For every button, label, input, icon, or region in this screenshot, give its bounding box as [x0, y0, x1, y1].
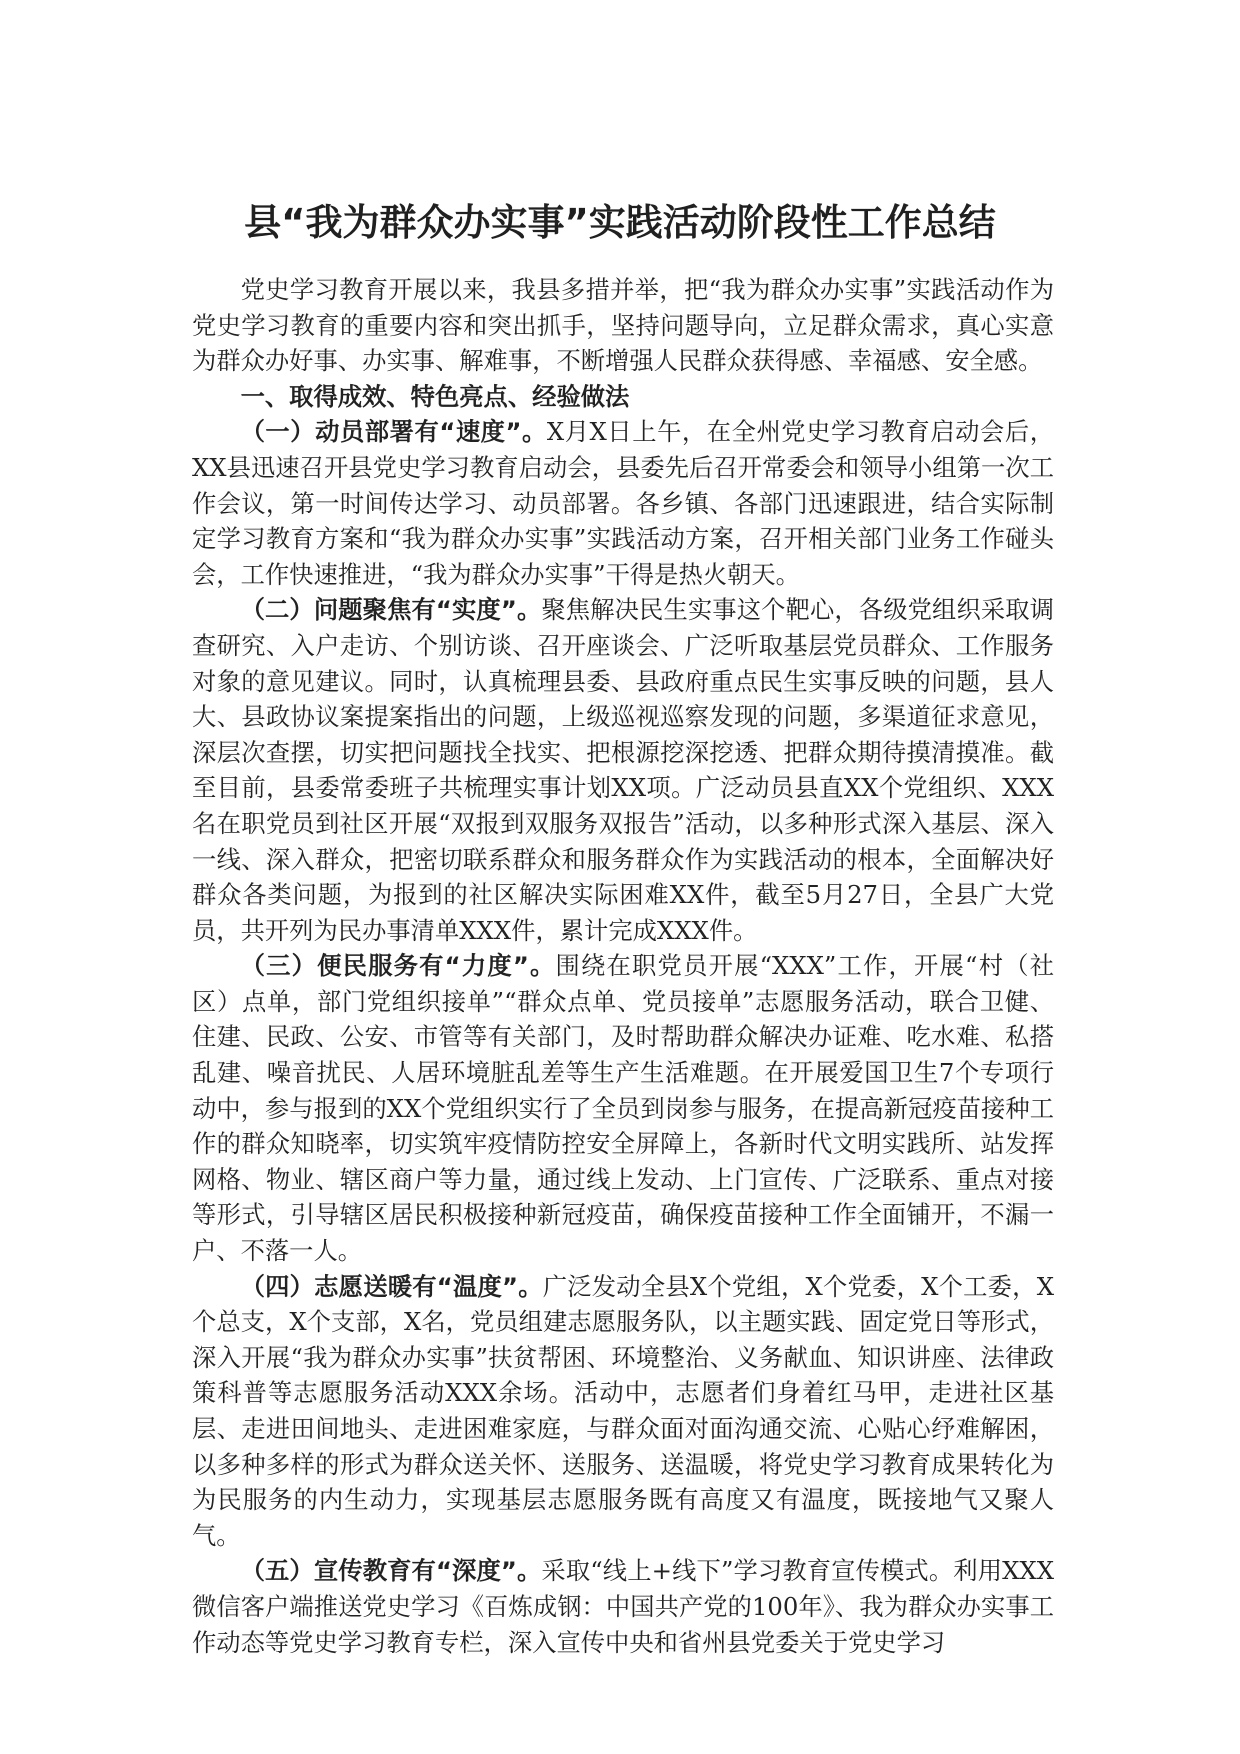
item-text: 围绕在职党员开展“XXX”工作，开展“村（社区）点单，部门党组织接单”“群众点单、党员接单”志愿服务活动，联合卫健、住建、民政、公安、市管等有关部门，及时帮助群众解决办证难、吃水难、私搭乱建、噪音扰民、人居环境脏乱差等生产生活难题。在开展爱国卫生7个专项行动中，参与报到的XX个党组织实行了全员到岗参与服务，在提高新冠疫苗接种工作的群众知晓率，切实筑牢疫情防控安全屏障上，各新时代文明实践所、站发挥网格、物业、辖区商户等力量，通过线上发动、上门宣传、广泛联系、重点对接等形式，引导辖区居民积极接种新冠疫苗，确保疫苗接种工作全面铺开，不漏一户、不落一人。	[192, 951, 1055, 1266]
item-paragraph	[192, 1553, 1054, 1660]
document-title: 县“我为群众办实事”实践活动阶段性工作总结	[244, 201, 996, 244]
item-text: 采取“线上+线下”学习教育宣传模式。利用XXX微信客户端推送党史学习《百炼成钢：中国共产党的100年》、我为群众办实事工作动态等党史学习教育专栏，深入宣传中央和省州县党委关于党史学习	[192, 1556, 1055, 1657]
document-body	[192, 272, 1054, 1660]
intro-paragraph: 党史学习教育开展以来，我县多措并举，把“我为群众办实事”实践活动作为党史学习教育的重要内容和突出抓手，坚持问题导向，立足群众需求，真心实意为群众办好事、办实事、解难事，不断增强人民群众获得感、幸福感、安全感。	[192, 275, 1054, 376]
item-lead: （二）问题聚焦有“实度”。	[240, 595, 542, 625]
item-paragraph	[192, 1269, 1054, 1554]
item-lead: （四）志愿送暖有“温度”。	[240, 1271, 543, 1301]
item-lead: （一）动员部署有“速度”。	[240, 417, 547, 447]
item-lead: （五）宣传教育有“深度”。	[240, 1556, 542, 1586]
item-text: 聚焦解决民生实事这个靶心，各级党组织采取调查研究、入户走访、个别访谈、召开座谈会、广泛听取基层党员群众、工作服务对象的意见建议。同时，认真梳理县委、县政府重点民生实事反映的问题，县人大、县政协议案提案指出的问题，上级巡视巡察发现的问题，多渠道征求意见，深层次查摆，切实把问题找全找实、把根源挖深挖透、把群众期待摸清摸准。截至目前，县委常委班子共梳理实事计划XX项。广泛动员县直XX个党组织、XXX名在职党员到社区开展“双报到双服务双报告”活动，以多种形式深入基层、深入一线、深入群众，把密切联系群众和服务群众作为实践活动的根本，全面解决好群众各类问题，为报到的社区解决实际困难XX件，截至5月27日，全县广大党员，共开列为民办事清单XXX件，累计完成XXX件。	[192, 595, 1054, 945]
section-heading: 一、取得成效、特色亮点、经验做法	[240, 381, 630, 411]
item-paragraph	[192, 592, 1054, 948]
item-text: 广泛发动全县X个党组，X个党委，X个工委，X个总支，X个支部，X名，党员组建志愿服务队，以主题实践、固定党日等形式，深入开展“我为群众办实事”扶贫帮困、环境整治、义务献血、知识讲座、法律政策科普等志愿服务活动XXX余场。活动中，志愿者们身着红马甲，走进社区基层、走进田间地头、走进困难家庭，与群众面对面沟通交流、心贴心纾难解困，以多种多样的形式为群众送关怀、送服务、送温暖，将党史学习教育成果转化为为民服务的内生动力，实现基层志愿服务既有高度又有温度，既接地气又聚人气。	[192, 1271, 1055, 1550]
item-paragraph	[192, 414, 1054, 592]
item-text: X月X日上午，在全州党史学习教育启动会后，XX县迅速召开县党史学习教育启动会，县委先后召开常委会和领导小组第一次工作会议，第一时间传达学习、动员部署。各乡镇、各部门迅速跟进，结合实际制定学习教育方案和“我为群众办实事”实践活动方案，召开相关部门业务工作碰头会，工作快速推进，“我为群众办实事”干得是热火朝天。	[192, 417, 1054, 589]
item-lead: （三）便民服务有“力度”。	[240, 951, 556, 981]
item-paragraph	[192, 948, 1054, 1268]
